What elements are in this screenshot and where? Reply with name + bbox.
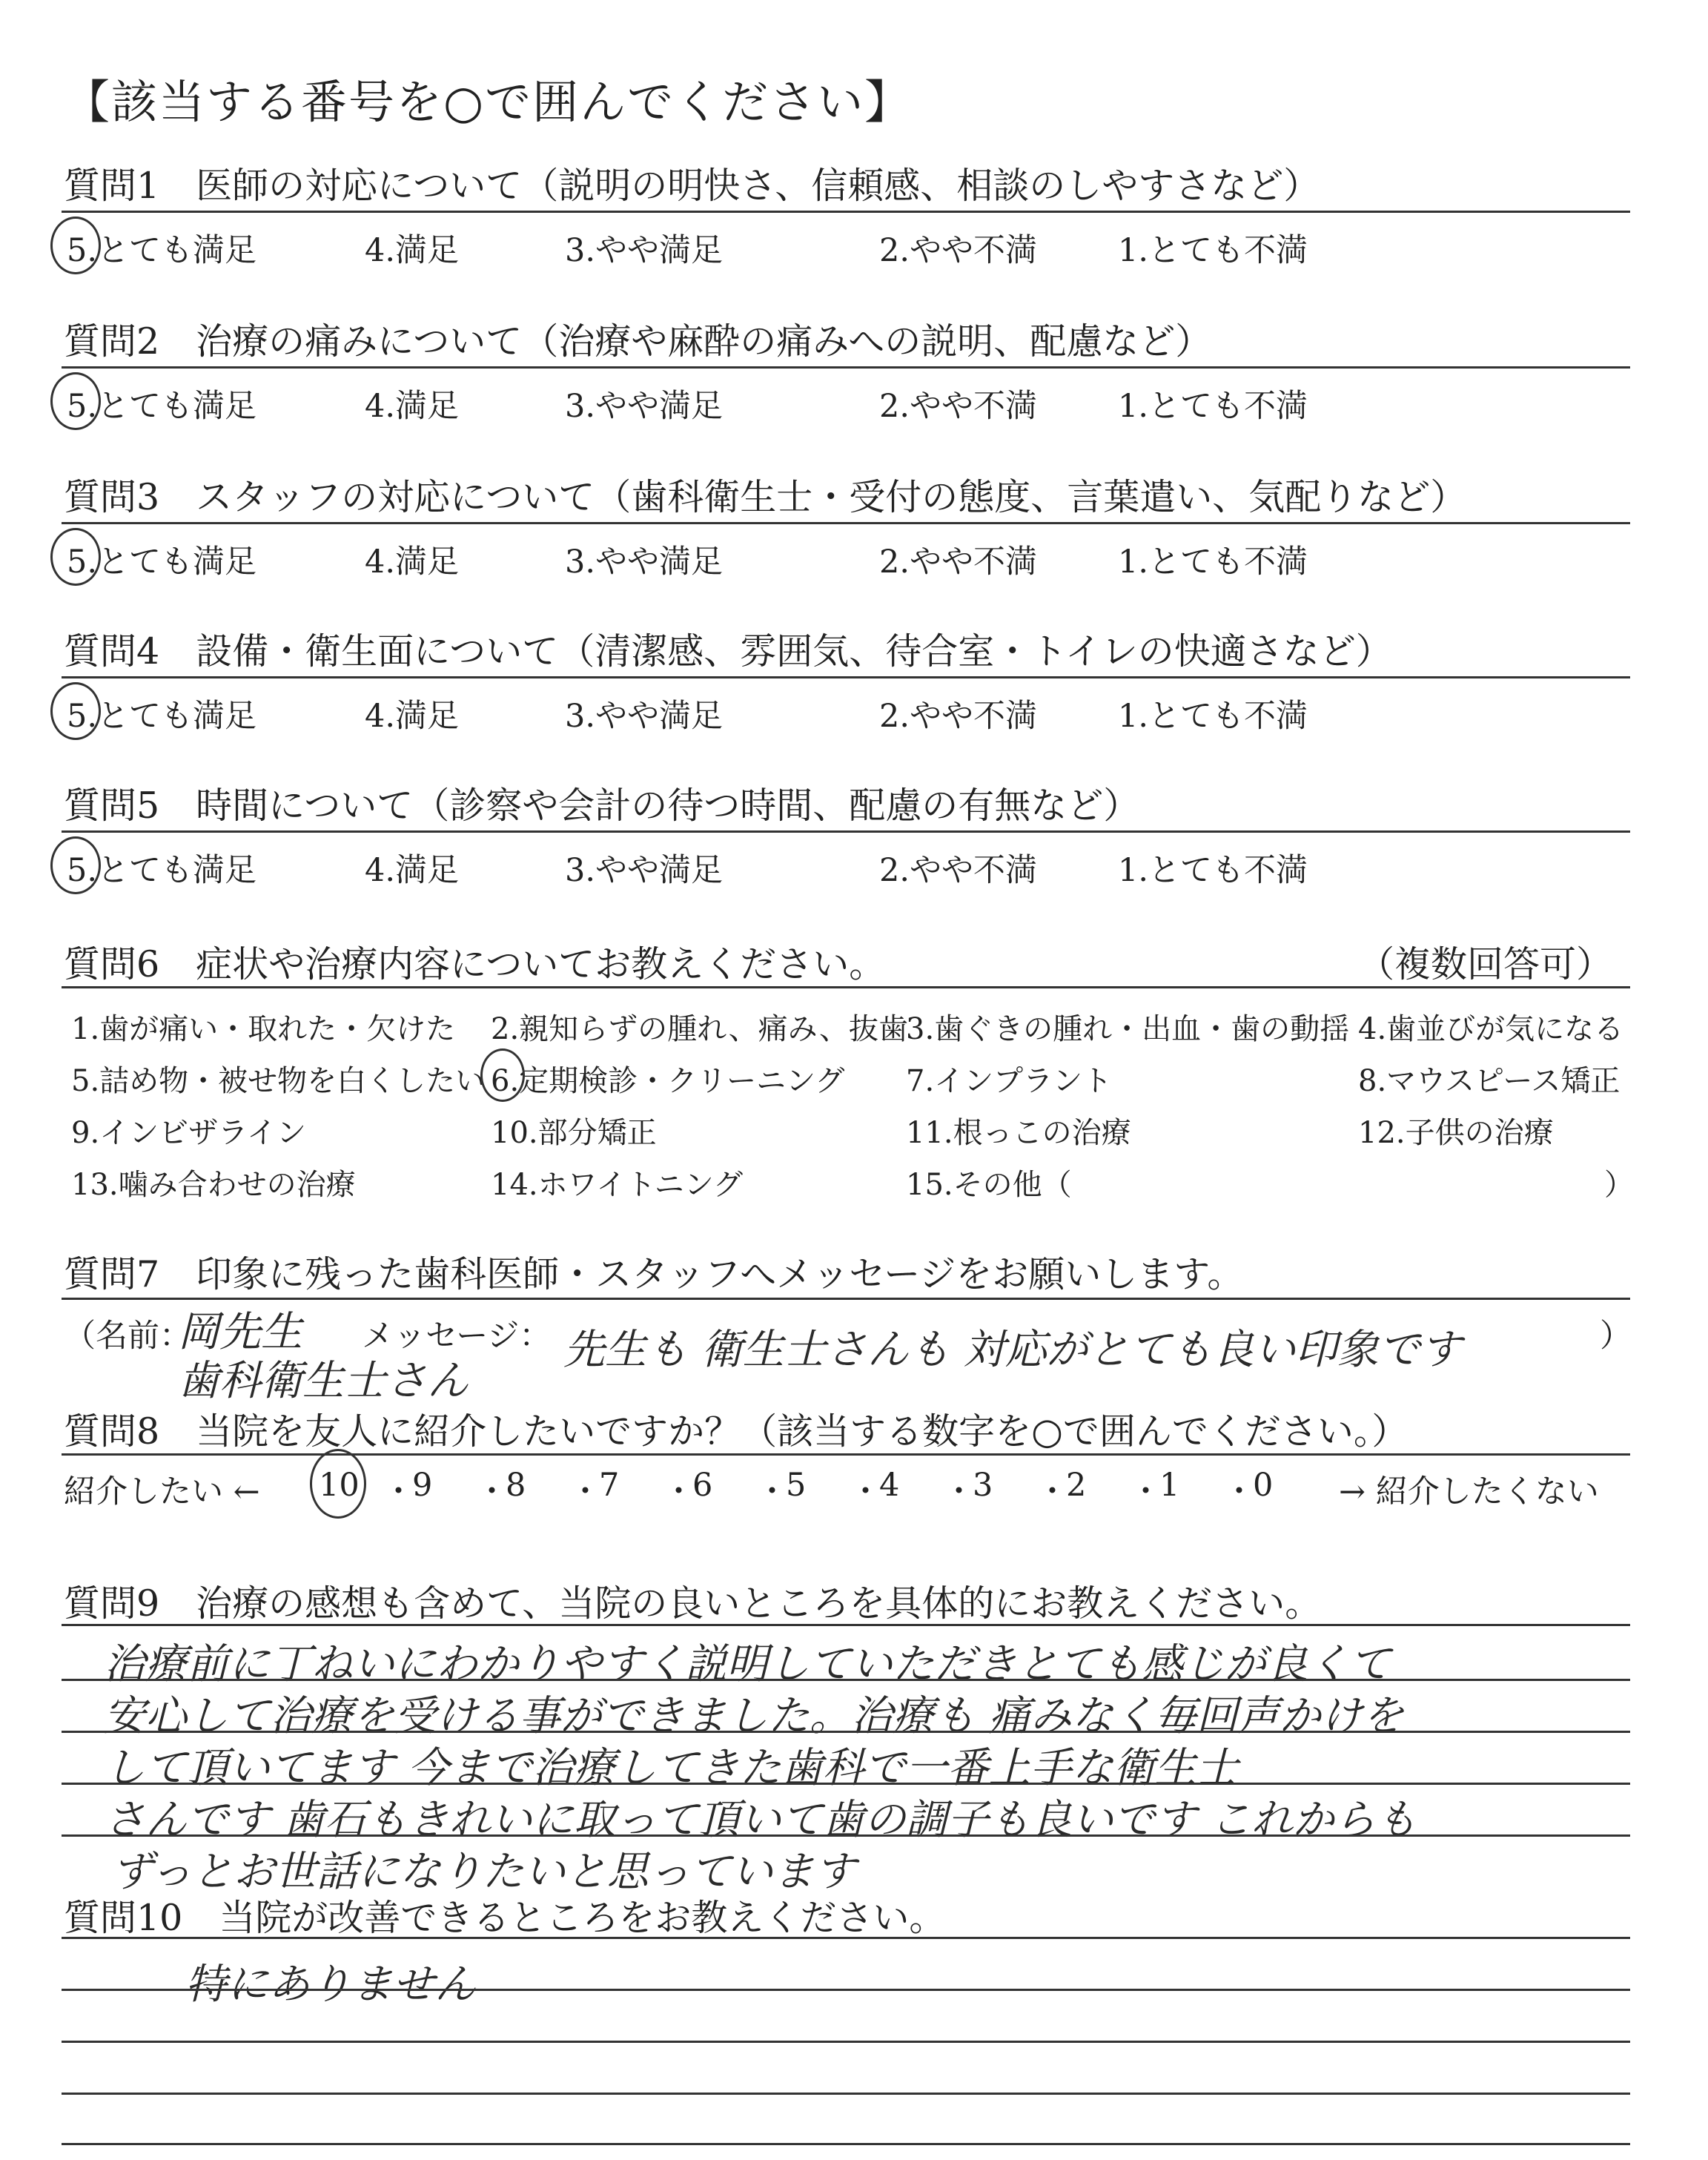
q2-option[interactable]: 5.とても満足 <box>67 388 257 425</box>
selection-circle <box>50 372 101 430</box>
q8-separator: ・ <box>569 1473 601 1510</box>
q8-separator: ・ <box>1130 1473 1162 1510</box>
q6-option[interactable]: 6.定期検診・クリーニング <box>491 1064 845 1098</box>
q3-rule <box>62 522 1630 524</box>
q4-option[interactable]: 4.満足 <box>365 698 460 735</box>
q8-separator: ・ <box>663 1473 695 1510</box>
q7-name-value-1: 岡先生 <box>178 1308 302 1356</box>
q3-option[interactable]: 2.やや不満 <box>879 544 1038 581</box>
q9-rule <box>62 1679 1630 1681</box>
q10-rule-1 <box>62 1989 1630 1991</box>
q6-option[interactable]: 1.歯が痛い・取れた・欠けた <box>71 1012 456 1046</box>
q8-rule <box>62 1453 1630 1456</box>
q9-answer-line: 治療前に丁ねいにわかりやすく説明していただきとても感じが良くて <box>104 1640 1391 1688</box>
q9-rule <box>62 1783 1630 1785</box>
q8-separator: ・ <box>756 1473 788 1510</box>
q8-scale-value[interactable]: 9 <box>412 1467 433 1504</box>
form-title: 【該当する番号を○で囲んでください】 <box>64 75 913 129</box>
q4-option[interactable]: 2.やや不満 <box>879 698 1038 735</box>
q10-rule-0 <box>62 1937 1630 1939</box>
q4-rule <box>62 676 1630 678</box>
q3-option[interactable]: 4.満足 <box>365 544 460 581</box>
q1-option[interactable]: 3.やや満足 <box>565 232 724 269</box>
q3-heading: 質問3 スタッフの対応について（歯科衛生士・受付の態度、言葉遣い、気配りなど） <box>64 476 1467 518</box>
q10-rule-4 <box>62 2143 1630 2145</box>
q1-option[interactable]: 1.とても不満 <box>1118 232 1308 269</box>
q5-option[interactable]: 2.やや不満 <box>879 852 1038 889</box>
selection-circle <box>50 682 101 740</box>
q6-option[interactable]: 4.歯並びが気になる <box>1358 1012 1624 1046</box>
q10-rule-2 <box>62 2041 1630 2043</box>
q8-separator: ・ <box>943 1473 975 1510</box>
q2-heading: 質問2 治療の痛みについて（治療や麻酔の痛みへの説明、配慮など） <box>64 320 1212 363</box>
q8-scale-value[interactable]: 7 <box>599 1467 620 1504</box>
selection-circle <box>480 1048 525 1102</box>
q2-option[interactable]: 4.満足 <box>365 388 460 425</box>
q9-rule <box>62 1834 1630 1837</box>
q8-left-label: 紹介したい ← <box>64 1473 260 1510</box>
q8-right-label: → 紹介したくない <box>1339 1473 1599 1510</box>
q10-heading: 質問10 当院が改善できるところをお教えください。 <box>64 1897 946 1939</box>
q9-heading: 質問9 治療の感想も含めて、当院の良いところを具体的にお教えください。 <box>64 1582 1322 1625</box>
q5-option[interactable]: 5.とても満足 <box>67 852 257 889</box>
q6-option[interactable]: 11.根っこの治療 <box>906 1116 1131 1150</box>
q8-scale-value[interactable]: 4 <box>879 1467 900 1504</box>
selection-circle <box>50 217 101 274</box>
q9-answer-line: して頂いてます 今まで治療してきた歯科で一番上手な衛生士 <box>104 1744 1238 1792</box>
q9-answer-line: さんです 歯石もきれいに取って頂いて歯の調子も良いです これからも <box>104 1796 1417 1844</box>
q4-option[interactable]: 1.とても不満 <box>1118 698 1308 735</box>
q8-separator: ・ <box>383 1473 414 1510</box>
q4-option[interactable]: 5.とても満足 <box>67 698 257 735</box>
q9-answer-line: ずっとお世話になりたいと思っています <box>111 1848 856 1896</box>
q1-option[interactable]: 4.満足 <box>365 232 460 269</box>
q8-scale-value[interactable]: 10 <box>319 1467 360 1504</box>
q8-separator: ・ <box>1223 1473 1255 1510</box>
q6-option[interactable]: 13.噛み合わせの治療 <box>71 1168 356 1202</box>
q8-scale-value[interactable]: 8 <box>506 1467 526 1504</box>
q7-heading: 質問7 印象に残った歯科医師・スタッフへメッセージをお願いします。 <box>64 1253 1244 1295</box>
q8-heading: 質問8 当院を友人に紹介したいですか？（該当する数字を○で囲んでください。） <box>64 1410 1409 1453</box>
selection-circle <box>310 1449 366 1519</box>
q6-option[interactable]: 10.部分矯正 <box>491 1116 657 1150</box>
selection-circle <box>50 528 101 586</box>
q6-option[interactable]: 3.歯ぐきの腫れ・出血・歯の動揺 <box>906 1012 1350 1046</box>
q8-separator: ・ <box>1036 1473 1068 1510</box>
q4-option[interactable]: 3.やや満足 <box>565 698 724 735</box>
q6-option[interactable]: 7.インプラント <box>906 1064 1113 1098</box>
q6-option[interactable]: 2.親知らずの腫れ、痛み、抜歯 <box>491 1012 908 1046</box>
selection-circle <box>50 836 101 894</box>
q1-option[interactable]: 5.とても満足 <box>67 232 257 269</box>
q5-option[interactable]: 3.やや満足 <box>565 852 724 889</box>
q6-option[interactable]: 14.ホワイトニング <box>491 1168 744 1202</box>
q8-scale-value[interactable]: 6 <box>692 1467 713 1504</box>
q7-name-label: （名前： <box>64 1318 191 1355</box>
q5-option[interactable]: 4.満足 <box>365 852 460 889</box>
q8-scale-value[interactable]: 2 <box>1066 1467 1087 1504</box>
q6-option[interactable]: 9.インビザライン <box>71 1116 306 1150</box>
q7-name-value-2: 歯科衛生士さん <box>178 1357 469 1405</box>
q8-scale-value[interactable]: 3 <box>973 1467 993 1504</box>
q5-option[interactable]: 1.とても不満 <box>1118 852 1308 889</box>
q6-option[interactable]: 12.子供の治療 <box>1358 1116 1554 1150</box>
q8-separator: ・ <box>850 1473 881 1510</box>
q5-rule <box>62 830 1630 833</box>
q6-option[interactable]: 15.その他（ <box>906 1168 1072 1202</box>
q7-close-paren: ） <box>1600 1318 1632 1355</box>
q3-option[interactable]: 1.とても不満 <box>1118 544 1308 581</box>
q8-separator: ・ <box>476 1473 508 1510</box>
q10-rule-3 <box>62 2093 1630 2095</box>
q6-option[interactable]: 5.詰め物・被せ物を白くしたい <box>71 1064 486 1098</box>
q8-scale-value[interactable]: 5 <box>786 1467 807 1504</box>
q9-answer-line: 安心して治療を受ける事ができました。治療も 痛みなく毎回声かけを <box>104 1692 1404 1740</box>
q10-answer: 特にありません <box>185 1961 476 2009</box>
q6-option: ） <box>1604 1168 1634 1202</box>
q6-rule <box>62 986 1630 988</box>
q5-heading: 質問5 時間について（診察や会計の待つ時間、配慮の有無など） <box>64 785 1140 827</box>
q2-option[interactable]: 2.やや不満 <box>879 388 1038 425</box>
q3-option[interactable]: 3.やや満足 <box>565 544 724 581</box>
q1-rule <box>62 211 1630 213</box>
q2-option[interactable]: 3.やや満足 <box>565 388 724 425</box>
q9-rule <box>62 1731 1630 1733</box>
q3-option[interactable]: 5.とても満足 <box>67 544 257 581</box>
q6-heading: 質問6 症状や治療内容についてお教えください。 <box>64 943 886 985</box>
q7-message-value: 先生も 衛生士さんも 対応がとても良い印象です <box>563 1326 1462 1374</box>
q4-heading: 質問4 設備・衛生面について（清潔感、雰囲気、待合室・トイレの快適さなど） <box>64 630 1392 673</box>
q6-option[interactable]: 8.マウスピース矯正 <box>1358 1064 1621 1098</box>
q2-option[interactable]: 1.とても不満 <box>1118 388 1308 425</box>
q8-scale-value[interactable]: 1 <box>1159 1467 1180 1504</box>
q1-option[interactable]: 2.やや不満 <box>879 232 1038 269</box>
q6-note: （複数回答可） <box>1358 943 1613 985</box>
q9-rule-0 <box>62 1624 1630 1626</box>
q1-heading: 質問1 医師の対応について（説明の明快さ、信頼感、相談のしやすさなど） <box>64 165 1320 207</box>
q8-scale-value[interactable]: 0 <box>1253 1467 1274 1504</box>
q7-message-label: メッセージ： <box>362 1318 552 1355</box>
q2-rule <box>62 366 1630 369</box>
